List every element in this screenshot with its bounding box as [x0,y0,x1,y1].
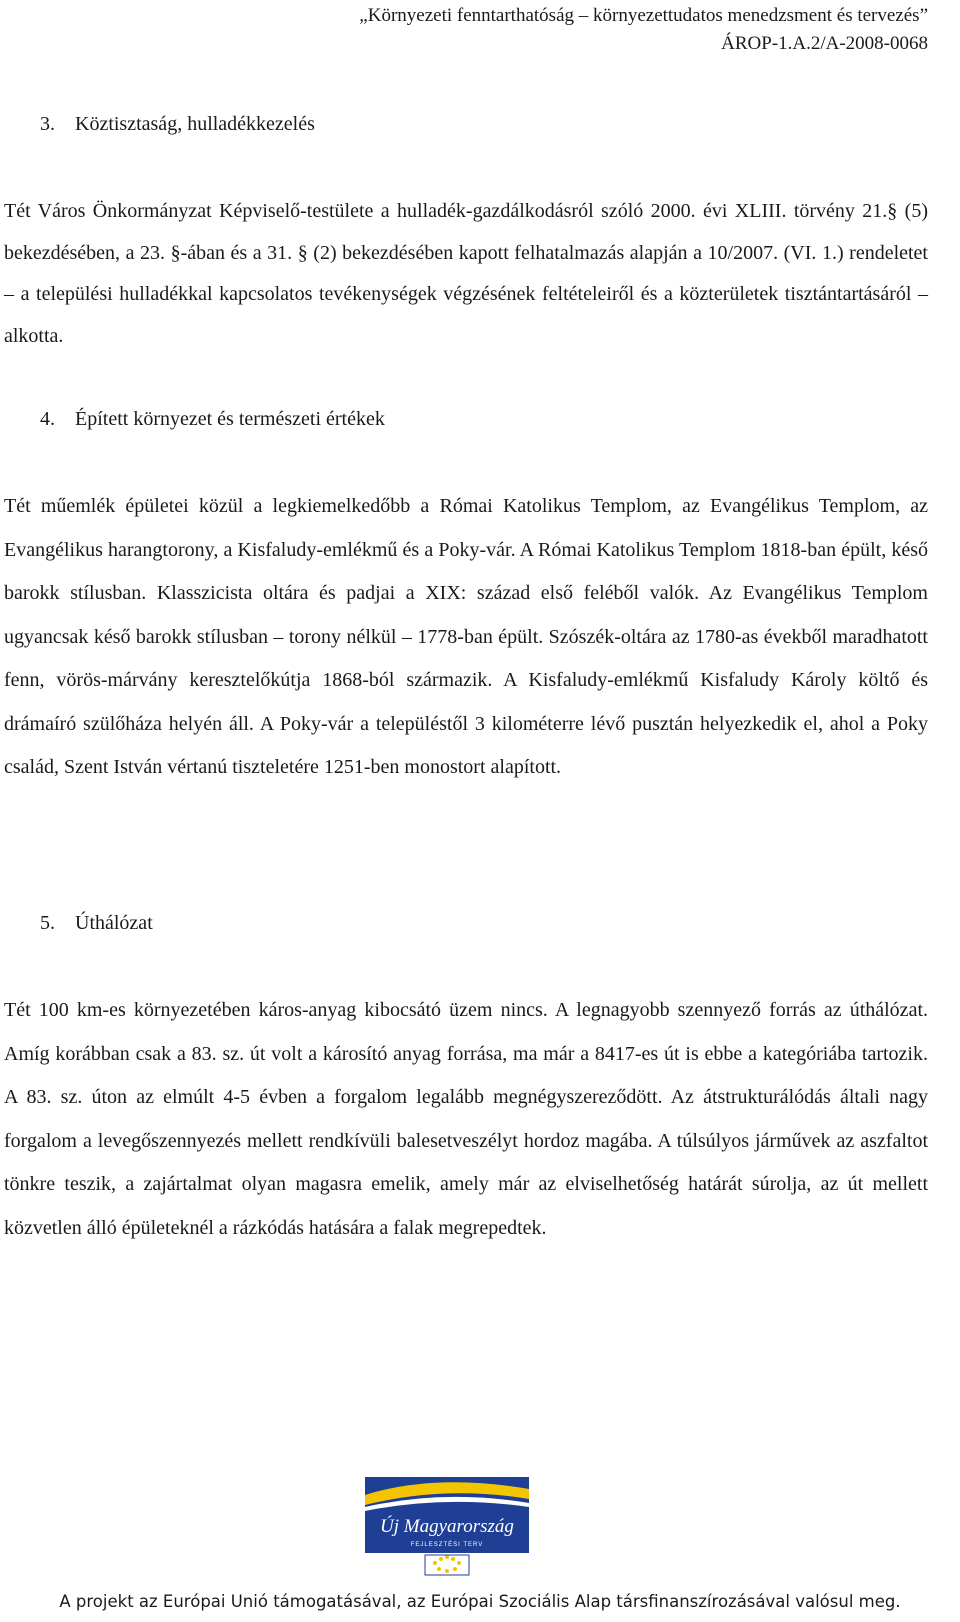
section-number: 4. [40,408,55,430]
logo-graphic [365,1477,529,1577]
section-title: Úthálózat [75,912,153,934]
section-number: 5. [40,912,55,934]
page-header [359,2,928,58]
header-project-code: ÁROP-1.A.2/A-2008-0068 [721,33,928,54]
svg-text:FEJLESZTÉSI TERV: FEJLESZTÉSI TERV [410,1542,484,1548]
section-number: 3. [40,113,55,135]
section-paragraph-4: Tét műemlék épületei közül a legkiemelkedőbb a Római Katolikus Templom, az Evangélikus Templom, az Evangélikus harangtorony, a Kisfaludy-emlékmű és a Poky-vár. A Római Katolikus Templom 1818-ban épült, késő barokk stílusban. Klasszicista oltára és padjai a XIX: század első feléből valók. Az Evangélikus Templom ugyancsak késő barokk stílusban – torony nélkül – 1778-ban épült. Szószék-oltára az 1780-as évekből maradhatott fenn, vörös-márvány keresztelőkútja 1868-ból származik. A Kisfaludy-emlékmű Kisfaludy Károly költő és drámaíró szülőháza helyén áll. A Poky-vár a településtől 3 kilométerre lévő pusztán helyezkedik el, ahol a Poky család, Szent István vértanú tiszteletére 1251-ben monostort alapított. [4,495,928,778]
svg-text:Új Magyarország: Új Magyarország [380,1516,514,1537]
section-paragraph-5: Tét 100 km-es környezetében káros-anyag kibocsátó üzem nincs. A legnagyobb szennyező forrás az úthálózat. Amíg korábban csak a 83. sz. út volt a károsító anyag forrása, ma már a 8417-es út is ebbe a kategóriába tartozik. A 83. sz. úton az elmúlt 4-5 évben a forgalom legalább megnégyszereződött. Az átstrukturálódás általi nagy forgalom a levegőszennyezés mellett rendkívüli balesetveszélyt hordoz magába. A túlsúlyos járművek az aszfaltot tönkre teszik, a zajártalmat olyan magasra emelik, amely már az elviselhetőség határát súrolja, az út mellett közvetlen álló épületeknél a rázkódás hatására a falak megrepedtek. [4,999,928,1239]
section-title: Köztisztaság, hulladékkezelés [75,113,315,135]
eu-stars-icon [433,1555,461,1573]
section-heading-4 [40,408,385,431]
page-footer: A projekt az Európai Unió támogatásával, az Európai Szociális Alap társfinanszírozásával valósul meg. [59,1592,901,1611]
section-heading-3 [40,113,315,136]
header-project-title: „Környezeti fenntarthatóság – környezettudatos menedzsment és tervezés” [359,5,928,26]
section-paragraph-3: Tét Város Önkormányzat Képviselő-testülete a hulladék-gazdálkodásról szóló 2000. évi XLIII. törvény 21.§ (5) bekezdésében, a 23. §-ában és a 31. § (2) bekezdésében kapott felhatalmazás alapján a 10/2007. (VI. 1.) rendeletet – a települési hulladékkal kapcsolatos tevékenységek végzésének feltételeiről és a közterületek tisztántartásáról – alkotta. [4,200,928,347]
section-heading-5 [40,912,153,935]
section-title: Épített környezet és természeti értékek [75,408,385,430]
uj-magyarorszag-logo [365,1477,529,1577]
